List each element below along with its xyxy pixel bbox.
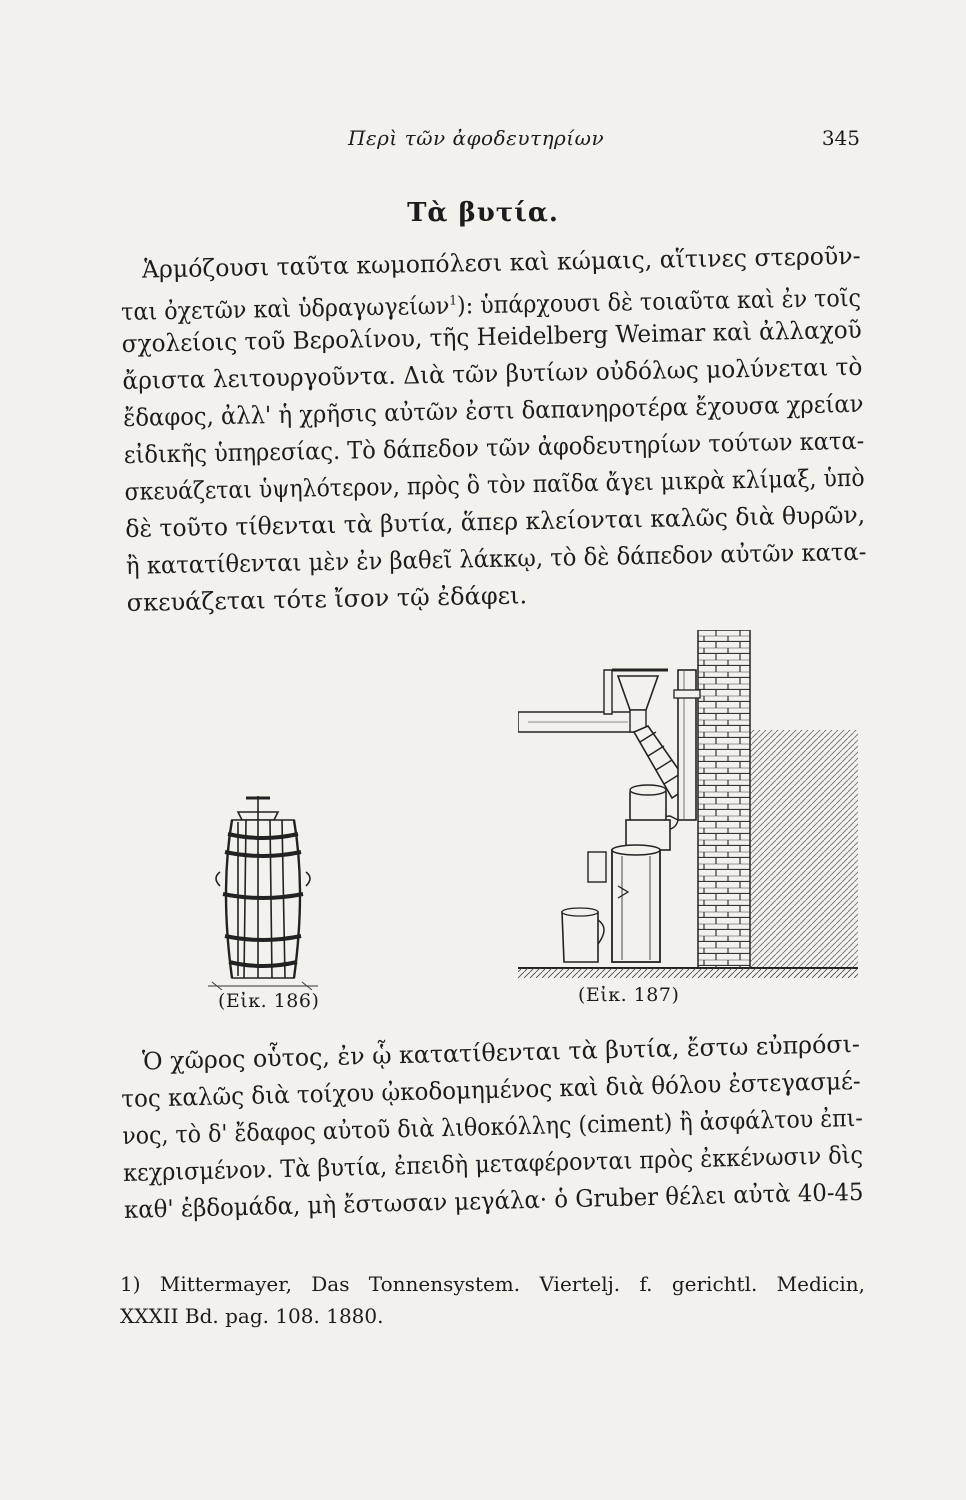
paragraph-2 xyxy=(120,1026,864,1229)
text-fragment: ται ὀχετῶν καὶ ὑδραγωγείων xyxy=(120,291,450,326)
text-line: κεχρισμένον. Τὰ βυτία, ἐπειδὴ μεταφέρονται πρὸς ἐκκένωσιν δὶς xyxy=(122,1140,864,1187)
paragraph-1 xyxy=(120,238,867,622)
footnote-marker: 1 xyxy=(449,293,458,309)
footnote-line: 1) Mittermayer, Das Tonnensystem. Viertelj. f. gerichtl. Medicin, xyxy=(120,1272,865,1296)
text-line: σκευάζεται ὑψηλότερον, πρὸς ὃ τὸν παῖδα ἄγει μικρὰ κλίμαξ, ὑπὸ xyxy=(124,463,865,506)
figure-187-caption: (Εἰκ. 187) xyxy=(578,984,680,1006)
barrel-illustration xyxy=(198,790,328,990)
text-fragment: ): ὑπάρχουσι δὲ τοιαῦτα καὶ ἐν τοῖς xyxy=(456,283,862,320)
running-head xyxy=(120,126,860,156)
section-title: Τὰ βυτία. xyxy=(407,198,559,228)
footnote xyxy=(120,1268,865,1332)
footnote-line: XXXII Bd. pag. 108. 1880. xyxy=(120,1304,384,1328)
text-line: σκευάζεται τότε ἴσον τῷ ἐδάφει. xyxy=(126,581,528,617)
text-line: νος, τὸ δ' ἔδαφος αὐτοῦ διὰ λιθοκόλλης (ciment) ἢ ἀσφάλτου ἐπι- xyxy=(121,1103,864,1150)
text-line: ἔδαφος, ἀλλ' ἡ χρῆσις αὐτῶν ἐστι δαπανηροτέρα ἔχουσα χρείαν xyxy=(122,389,864,432)
text-line: καθ' ἑβδομάδα, μὴ ἔστωσαν μεγάλα· ὁ Gruber θέλει αὐτὰ 40-45 xyxy=(123,1177,864,1224)
running-title: Περὶ τῶν ἀφοδευτηρίων xyxy=(348,126,605,150)
page-number: 345 xyxy=(821,126,860,150)
text-line: τος καλῶς διὰ τοίχου ᾠκοδομημένος καὶ διὰ θόλου ἐστεγασμέ- xyxy=(121,1066,861,1113)
text-line: ἢ κατατίθενται μὲν ἐν βαθεῖ λάκκῳ, τὸ δὲ δάπεδον αὐτῶν κατα- xyxy=(125,537,867,580)
privy-apparatus-illustration xyxy=(518,630,858,980)
text-line: Ὁ χῶρος οὗτος, ἐν ᾧ κατατίθενται τὰ βυτία, ἔστω εὐπρόσι- xyxy=(141,1029,861,1076)
figure-186-caption: (Εἰκ. 186) xyxy=(218,990,320,1012)
text-line: δὲ τοῦτο τίθενται τὰ βυτία, ἅπερ κλείονται καλῶς διὰ θυρῶν, xyxy=(125,500,866,543)
text-line: Ἁρμόζουσι ταῦτα κωμοπόλεσι καὶ κώμαις, αἵτινες στεροῦν- xyxy=(141,241,861,284)
text-line: εἰδικῆς ὑπηρεσίας. Τὸ δάπεδον τῶν ἀφοδευτηρίων τούτων κατα- xyxy=(123,426,865,469)
text-line: ἄριστα λειτουργοῦντα. Διὰ τῶν βυτίων οὐδόλως μολύνεται τὸ xyxy=(122,352,863,395)
text-line: σχολείοις τοῦ Βερολίνου, τῆς Heidelberg Weimar καὶ ἀλλαχοῦ xyxy=(121,315,862,358)
